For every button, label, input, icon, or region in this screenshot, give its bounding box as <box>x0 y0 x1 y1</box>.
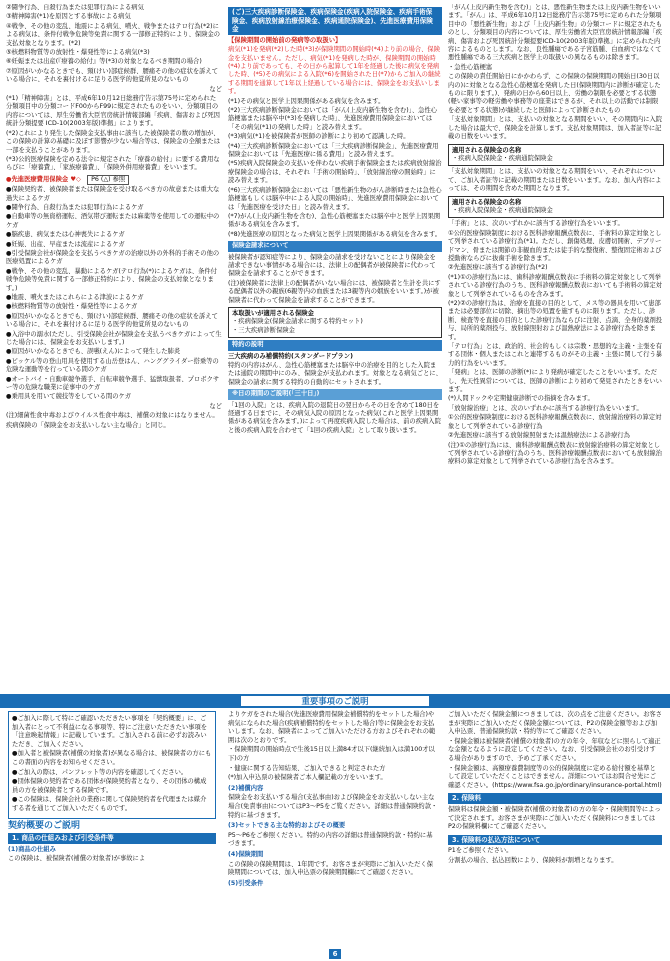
note-item: (*3)病気(*1)を被保険者が医師の診断により初めて認識した時。 <box>228 133 410 141</box>
notice-item: ●団体保険の契約者である団体が保険契約者となり、その団体の構成員の方を被保険者とする保険です。 <box>12 778 207 794</box>
scope-item: ・健康に関する告知結果、ご加入できると判定された方 <box>228 764 386 772</box>
sub-period: (4)保険期間 <box>228 850 264 858</box>
band-day: ※日の期間のご説明(「三十日」) <box>228 389 442 399</box>
bottom-right <box>448 711 662 947</box>
rider-title: 三大疾病のみ補償特約(スタンダードプラン) <box>228 352 353 360</box>
radiation-item: (注)①の診療行為には、歯科診療報酬点数表に放射線治療料の算定対象として列挙されている診療行為のうち、医科診療報酬点数表においても放射線治療料の算定対象として列挙されている診療行為を含みます。 <box>448 441 663 466</box>
notice-item: ●加入者と被保険者(補償の対象者)が異なる場合は、被保険者の方にもこの書面の内容をお知らせください。 <box>12 750 212 766</box>
exclusion-item: ●ピッケル等の登山用具を使用する山岳登はん、ハンググライダー搭乗等の危険な運動等を行っている間のケガ <box>6 357 219 374</box>
amount-item: ・保険金額は、高額療養費制度等の公的保険制度に定める給付額を基準として設定していただくことはできません。詳細についてはお問合せ先にご確認ください。(https://www.fsa.go.jp/ordinary/insurance-portal.html) <box>448 764 662 789</box>
surgery-item: (*1)①の診療行為には、歯科診療報酬点数表に手術料の算定対象として列挙されている診療行為のうち、医科診療報酬点数表においても手術料の算定対象として列挙されているものを含みます。 <box>448 273 663 298</box>
note-2: (*2)これにより発生した保険金支払事由に該当した被保険者の数の増加が、この保険の計算の基礎に及ぼす影響が少ない場合等は、保険金の全額または一部を支払うことがあります。 <box>6 129 221 154</box>
band-payment: 3. 保険料の払込方法について <box>448 835 662 846</box>
intro-item: ②闘争行為、自殺行為または犯罪行為による病気 <box>6 4 144 11</box>
column-left <box>6 4 222 692</box>
note-item: (*8)先進医療の原因となった病気と医学上因果関係がある病気を含みます。 <box>228 230 442 238</box>
red-paragraph: 病気(*1)を発病(*2)した時(*3)が保険期間の開始時(*4)より前の場合、保険金を支払いません。ただし、病気(*1)を発病した時が、保険期間の開始時(*4)より前であっても、その日から起算して1年を経過した後に病気を発病した時、(*5)その病気による入院(*6)を開始された日(*7)からご加入の継続する期間を通算して1年以上経過している場合には、保険金をお支払いします。 <box>228 46 441 96</box>
sub-mechanism: (1)商品の仕組み <box>8 845 56 853</box>
intro-item: ③精神障害(*1)を原因とする事故による病気 <box>6 13 131 21</box>
intro-item: ・急性心筋梗塞 <box>448 63 493 71</box>
bottom-left <box>8 711 216 947</box>
scope-item: (*)加入申込票の被保険者ご本人欄記載の方をいいます。 <box>228 774 387 782</box>
section-title: ●先進医療費用保険金 ♥◇ <box>6 175 81 183</box>
list-box-2 <box>448 196 664 219</box>
radiation-item: ①公的医療保険制度における医科診療報酬点数表に、放射線治療料の算定対象として列挙されている診療行為 <box>448 414 662 430</box>
page-number: 6 <box>329 949 341 959</box>
exclusion-item: ●自動車等の無資格運転、酒気帯び運転または麻薬等を使用しての運転中のケガ <box>6 213 220 229</box>
surgery-item: (*2)②の診療行為は、治療を直接の目的として、メス等の器具を用いて患部または必要部位に切除、摘出等の処置を施すものに限ります。ただし、診断、検査等を直接の目的とした診療行為ならびに注射、点滴、全身的薬剤投与、局所的薬剤投与、放射線照射および温熱療法による診療行為を除きます。 <box>448 300 663 341</box>
list-item: ・疾病入院保険金・疾病通院保険金 <box>452 154 553 162</box>
scope-item: よりケガをされた場合(先進医療費用保険金補償特約をセットした場合)や病気になられた場合(疾病補償特約をセットした場合)等に保険金をお支払いします。なお、保険者によってご加入いただける方およびそれぞれの範囲は次のとおりです。 <box>228 711 436 744</box>
intro-item: この保険の責任開始日にかかわらず、この保険の保険期間の開始日(30日以内の)に対象となる急性心筋梗塞を発病した日(保険期間内に診断が確定したものに限ります。)、発病の日から60日以上、労働の制限を必要とする状態(軽い家事等の軽労働や事務等の座業はできるが、それ以上の活動では制限を必要とする状態)が継続したと医師によって診断されたもの <box>448 73 661 114</box>
claim-note: (注)被保険者に法律上の配偶者がいない場合には、被保険者と生計を共にする配偶者以外の親族(6親等内の血族または3親等内の姻族をいいます。)が被保険者に代わって保険金を請求することができます。 <box>228 279 441 304</box>
exclusion-item: ●闘争行為、自殺行為または犯罪行為によるケガ <box>6 203 144 211</box>
important-title: 重要事項のご説明 <box>240 695 430 707</box>
section-tag: P6 (△) 参照 <box>87 175 129 185</box>
exclusion-item: ●原因がいかなるときでも、頸(けい)部症候群、腰痛その他の症状を訴えている場合に、それを裏付けるに足りる医学的他覚所見のないもの <box>6 312 218 329</box>
band-claim: 保険金請求について <box>228 241 442 251</box>
tail-text: 疾病保険の「保険金をお支払いしない主な場合」と同じ。 <box>6 421 170 429</box>
period-text: この保険の保険期間は、1年間です。お客さまが実際にご加入いただく保険期間については、加入申込票の保険期間欄にてご確認ください。 <box>228 860 434 877</box>
band-rider: 特約の説明 <box>228 340 442 350</box>
band-sankai: (ご)三大疾病診断保険金、疾病保険金(疾病入院保険金、疾病手術保険金、疾病放射線治療保険金、疾病通院保険金)、先進医療費用保険金 <box>228 7 442 35</box>
subhead-period: 【保険期間の開始前の発病等の取扱い】 <box>228 36 342 44</box>
riders-text: P5～P6をご参照ください。特約の内容の詳細は普通保険約款・特約に基づきます。 <box>228 831 433 848</box>
exclusion-item: ●原因がいかなるときでも、誤嚥(えん)によって発生した肺炎 <box>6 348 181 356</box>
band-premium: 2. 保険料 <box>448 793 662 804</box>
intro-item: ⑥妊娠または出産(『療養の給付』等(*3)の対象となるべき期間の場合) <box>6 58 202 66</box>
claim-text: 被保険者が認知症等により、保険金の請求を受けないことにより保険金を請求できない事情がある場合には、法律上の配偶者が被保険者に代わって保険金を請求することができます。 <box>228 253 436 278</box>
coverage-text: 保険金をお支払いする場合(支払事由)および保険金をお支払いしない主な場合(免責事由)についてはP3～P5をご覧ください。詳細は普通保険約款・特約に基づきます。 <box>228 794 438 819</box>
mechanism-text: この保険は、被保険者(補償の対象者)が事故によ <box>8 855 146 863</box>
exclusion-item: ●核燃料物質等の放射性・爆発性等によるケガ <box>6 303 138 311</box>
pay-text: 「支払対象期間」とは、支払いの対象となる期間をいい、それぞれについて、ご加入者証等に記載の期間または日数をいいます。なお、加入内容によっては、その期間を含めた期間となります。 <box>448 168 662 193</box>
radiation-item: 「放射線治療」とは、次のいずれかに該当する診療行為をいいます。 <box>448 404 643 412</box>
list-title-2: 適用される保険金の名称 <box>452 198 522 206</box>
note-3: (*3)公的医療保険を定める法令に規定された「療養の給付」に要する費用ならびに「療養費」、「家族療養費」、「保険外併用療養費」をいいます。 <box>6 155 220 172</box>
intro-item: 「がん(上皮内新生物を含む)」とは、悪性新生物または上皮内新生物をいいます。「がん」は、平成6年10月12日総務庁告示第75号に定められた分類項目中の「悪性新生物」および「上皮内新生物」の分類コードに規定されたものとし、分類項目の内容については、厚生労働省大臣官房統計情報部編「疾病、傷害および死因統計分類提要ICD-10(2003年版)準拠」に定められた内容によるものとします。なお、良性腫瘍である子宮筋腫、白血病ではなくて悪性腫瘍である三大疾病と医学上の取扱いの異なるものは除きます。 <box>448 4 663 62</box>
sub-conditions: (5)引受条件 <box>228 879 264 887</box>
payment-text-2: 分割払の場合、払込回数により、保険料が割増となります。 <box>448 856 618 864</box>
amount-item: ご加入いただく保険金額につきましては、次の点をご注意ください。お客さまが実際にご加入いただく保険金額については、P2の保険金額等および加入申込票、普通保険約款・特約等にてご確認ください。 <box>448 711 662 736</box>
intro-item: ⑤核燃料物質等の放射性・爆発性等による病気(*3) <box>6 49 150 57</box>
band-product: 1. 商品の仕組みおよび引受条件等 <box>8 833 216 844</box>
bottom-middle <box>228 711 438 947</box>
etc-text: など <box>209 85 222 93</box>
note-1: (*1)「精神障害」とは、平成6年10月12日総務庁告示第75号に定められた分類項目中の分類コードF00からF99に規定されたものをいい、分類項目の内容については、厚生労働省大臣官房統計情報部編「疾病、傷害および死因統計分類提要 ICD-10(2003年版)準拠」によります。 <box>6 95 220 128</box>
intro-item: ⑦原因がいかなるときでも、頸(けい)部症候群、腰痛その他の症状を訴えている場合に、それを裏付けるに足りる医学的他覚所見のないもの <box>6 67 219 84</box>
note-item: (*2)三大疾病診断保険金においては「がん(上皮内新生物を含む)」、急性心筋梗塞または脳卒中(*3)を発病した時」、先進医療費用保険金においては「その病気(*1)の発病した時」と読み替えます。 <box>228 107 438 131</box>
exclusion-item: ●地震、噴火またはこれらによる津波によるケガ <box>6 294 144 301</box>
summary-title: 契約概要のご説明 <box>8 820 81 831</box>
notice-frame <box>8 711 216 819</box>
scope-item: ・保険期間の開始時点で生後15日以上満84才以下(継続加入は満100才以下)の方 <box>228 746 435 762</box>
note-item: (*4)三大疾病診断保険金においては「三大疾病診断保険金」、先進医療費用保険金においては「先進医療に係る費用」と読み替えます。 <box>228 142 439 159</box>
onset-text: 「発病」とは、医師の診断(*)により発病が確定したことをいいます。ただし、先天性異常については、医師の診断により初めて発見されたときをいいます。 <box>448 369 662 394</box>
surgery-item: ①公的医療保険制度における医科診療報酬点数表に、手術料の算定対象として列挙されている診療行為(*1)。ただし、創傷処理、皮膚切開術、デブリードマン、骨または関節の非観血的または徒手的な整復術、整復固定術および授動術ならびに抜歯手術を除きます。 <box>448 229 662 262</box>
exclusion-item: ●脳疾患、病気または心神喪失によるケガ <box>6 231 125 239</box>
day-text: 「1回の入院」とは、疾病入院の退院日の翌日からその日を含めて180日を経過する日までに、その病気入院の原因となった病気(これと医学上因果関係がある病気を含みます。)によって再度疾病入院した場合は、前の疾病入院と後の疾病入院を合わせて「1回の疾病入院」として取り扱います。 <box>228 401 441 434</box>
sub-riders: (3)セットできる主な特約およびその概要 <box>228 822 346 830</box>
box-item: ・疾病保険金(保険金請求に関する特約セット) <box>232 318 363 326</box>
exclusion-item: ●入浴中の溺水(ただし、引受保険会社が保険金を支払うべきケガによって生じた場合には、保険金をお支払いします。) <box>6 330 222 347</box>
rider-text: 特約の内容はがん、急性心筋梗塞または脳卒中の治療を目的とした入院または通院の期間中にのみ、保険金が支払われます。対象となる病気ごとに、保険金の請求に関する特約の自動的にセットされます。 <box>228 362 442 386</box>
exclusion-item: ●引受保険会社が保険金を支払うべきケガの治療以外の外科的手術その他の医療処置によるケガ <box>6 249 220 266</box>
notice-item: ●ご加入に際して特にご確認いただきたい事項を「契約概要」に、ご加入者にとって不利益になる事項等、特にご注意いただきたい事項を「注意喚起情報」に記載しています。ご加入される前に必ずお読みいただき、ご加入ください。 <box>12 715 208 748</box>
exclusion-item: ●妊娠、出産、早産または流産によるケガ <box>6 240 125 248</box>
note-item: (*1)その病気と医学上因果関係がある病気を含みます。 <box>228 97 385 105</box>
terror-text: 「テロ行為」とは、政治的、社会的もしくは宗教・思想的な主義・主張を有する団体・個人またはこれと連帯するものがその主義・主張に関して行う暴力的行為をいいます。 <box>448 343 663 367</box>
column-middle <box>228 4 442 692</box>
list-title-1: 適用される保険金の名称 <box>452 146 522 154</box>
box-item: ・三大疾病診断保険金 <box>232 326 295 334</box>
intro-item: 「支払対象期間」とは、支払いの対象となる期間をいい、その期間内に入院した場合は最大で、保険金を計算します。支払対象期間は、加入者証等に記載の日数をいいます。 <box>448 116 663 141</box>
notice-item: ●この保険は、保険会社の業務に関して保険契約者を代理または媒介する者を通じてご加入いただくものです。 <box>12 796 207 812</box>
exclusion-item: ●戦争、その他の変乱、暴動によるケガ(テロ行為(*)によるケガは、条件付戦争危険等免責に関する一部修正特約により、保険金の支払対象となります。) <box>6 267 217 292</box>
notice-item: ●ご加入の際は、パンフレット等の内容を確認してください。 <box>12 768 188 776</box>
note-item: (*7)がん(上皮内新生物を含む)、急性心筋梗塞または脳卒中と医学上因果関係がある病気を含みます。 <box>228 212 441 229</box>
onset-note: (*)人間ドックや定期健康診断での指摘を含みます。 <box>448 395 594 403</box>
radiation-item: ②先進医療に該当する放射線照射または温熱療法による診療行為 <box>448 432 630 440</box>
etc-text-2: など <box>209 402 222 410</box>
intro-item: ④戦争、その他の変乱、地震による病気、噴火、戦争またはテロ行為(*2)による病気は、条件付戦争危険等免責に関する一部修正特約により、保険金の支払対象となります。(*2) <box>6 22 221 47</box>
exclusion-item: ●保険契約者、被保険者または保険金を受け取るべき方の故意または重大な過失によるケガ <box>6 186 220 202</box>
exclusion-item: ●乗用具を用いて競技等をしている間のケガ <box>6 393 132 401</box>
applicable-box <box>228 307 442 338</box>
note-4: (注)細菌性食中毒およびウイルス性食中毒は、補償の対象にはなりません。 <box>6 412 219 420</box>
payment-text: P1をご参照ください。 <box>448 847 513 855</box>
exclusion-item: ●オートバイ・自動車競争選手、自転車競争選手、猛獣取扱者、プロボクサー等の危険な職業に従事中のケガ <box>6 375 220 392</box>
amount-item: ・保険金額は被保険者(補償の対象者)の方の年令、年収などに照らして適正な金額となるように設定してください。なお、引受保険会社のお引受けする場合がありますので、予めご了承ください。 <box>448 737 661 762</box>
note-item: (*6)三大疾病診断保険金においては「悪性新生物のがん診断時または急性心筋梗塞もしくは脳卒中による入院の開始時」、先進医療費用保険金においては「先進医療を受けた日」と読み替えます。 <box>228 186 442 211</box>
box-title: 本取扱いが適用される保険金 <box>232 309 314 317</box>
list-item: ・疾病入院保険金・疾病通院保険金 <box>452 206 553 214</box>
surgery-item: 「手術」とは、次のいずれかに該当する診療行為をいいます。 <box>448 220 624 228</box>
premium-text: 保険料は保険金額・被保険者(補償の対象者)の方の年令・保険期間等によって決定されます。お客さまが実際にご加入いただく保険料につきましてはP2の保険料欄にてご確認ください。 <box>448 805 661 831</box>
list-box-1 <box>448 144 664 167</box>
sub-coverage: (2)補償内容 <box>228 784 264 792</box>
important-header <box>0 694 670 708</box>
column-right <box>448 4 664 692</box>
section-title-row <box>6 175 222 185</box>
surgery-item: ②先進医療に該当する診療行為(*2) <box>448 264 548 272</box>
note-item: (*5)疾病入院保険金の支払いを伴わない疾病手術保険金または疾病放射線治療保険金の場合は、それぞれ「手術の開始時」、「放射線治療の開始時」に読み替えます。 <box>228 160 442 185</box>
